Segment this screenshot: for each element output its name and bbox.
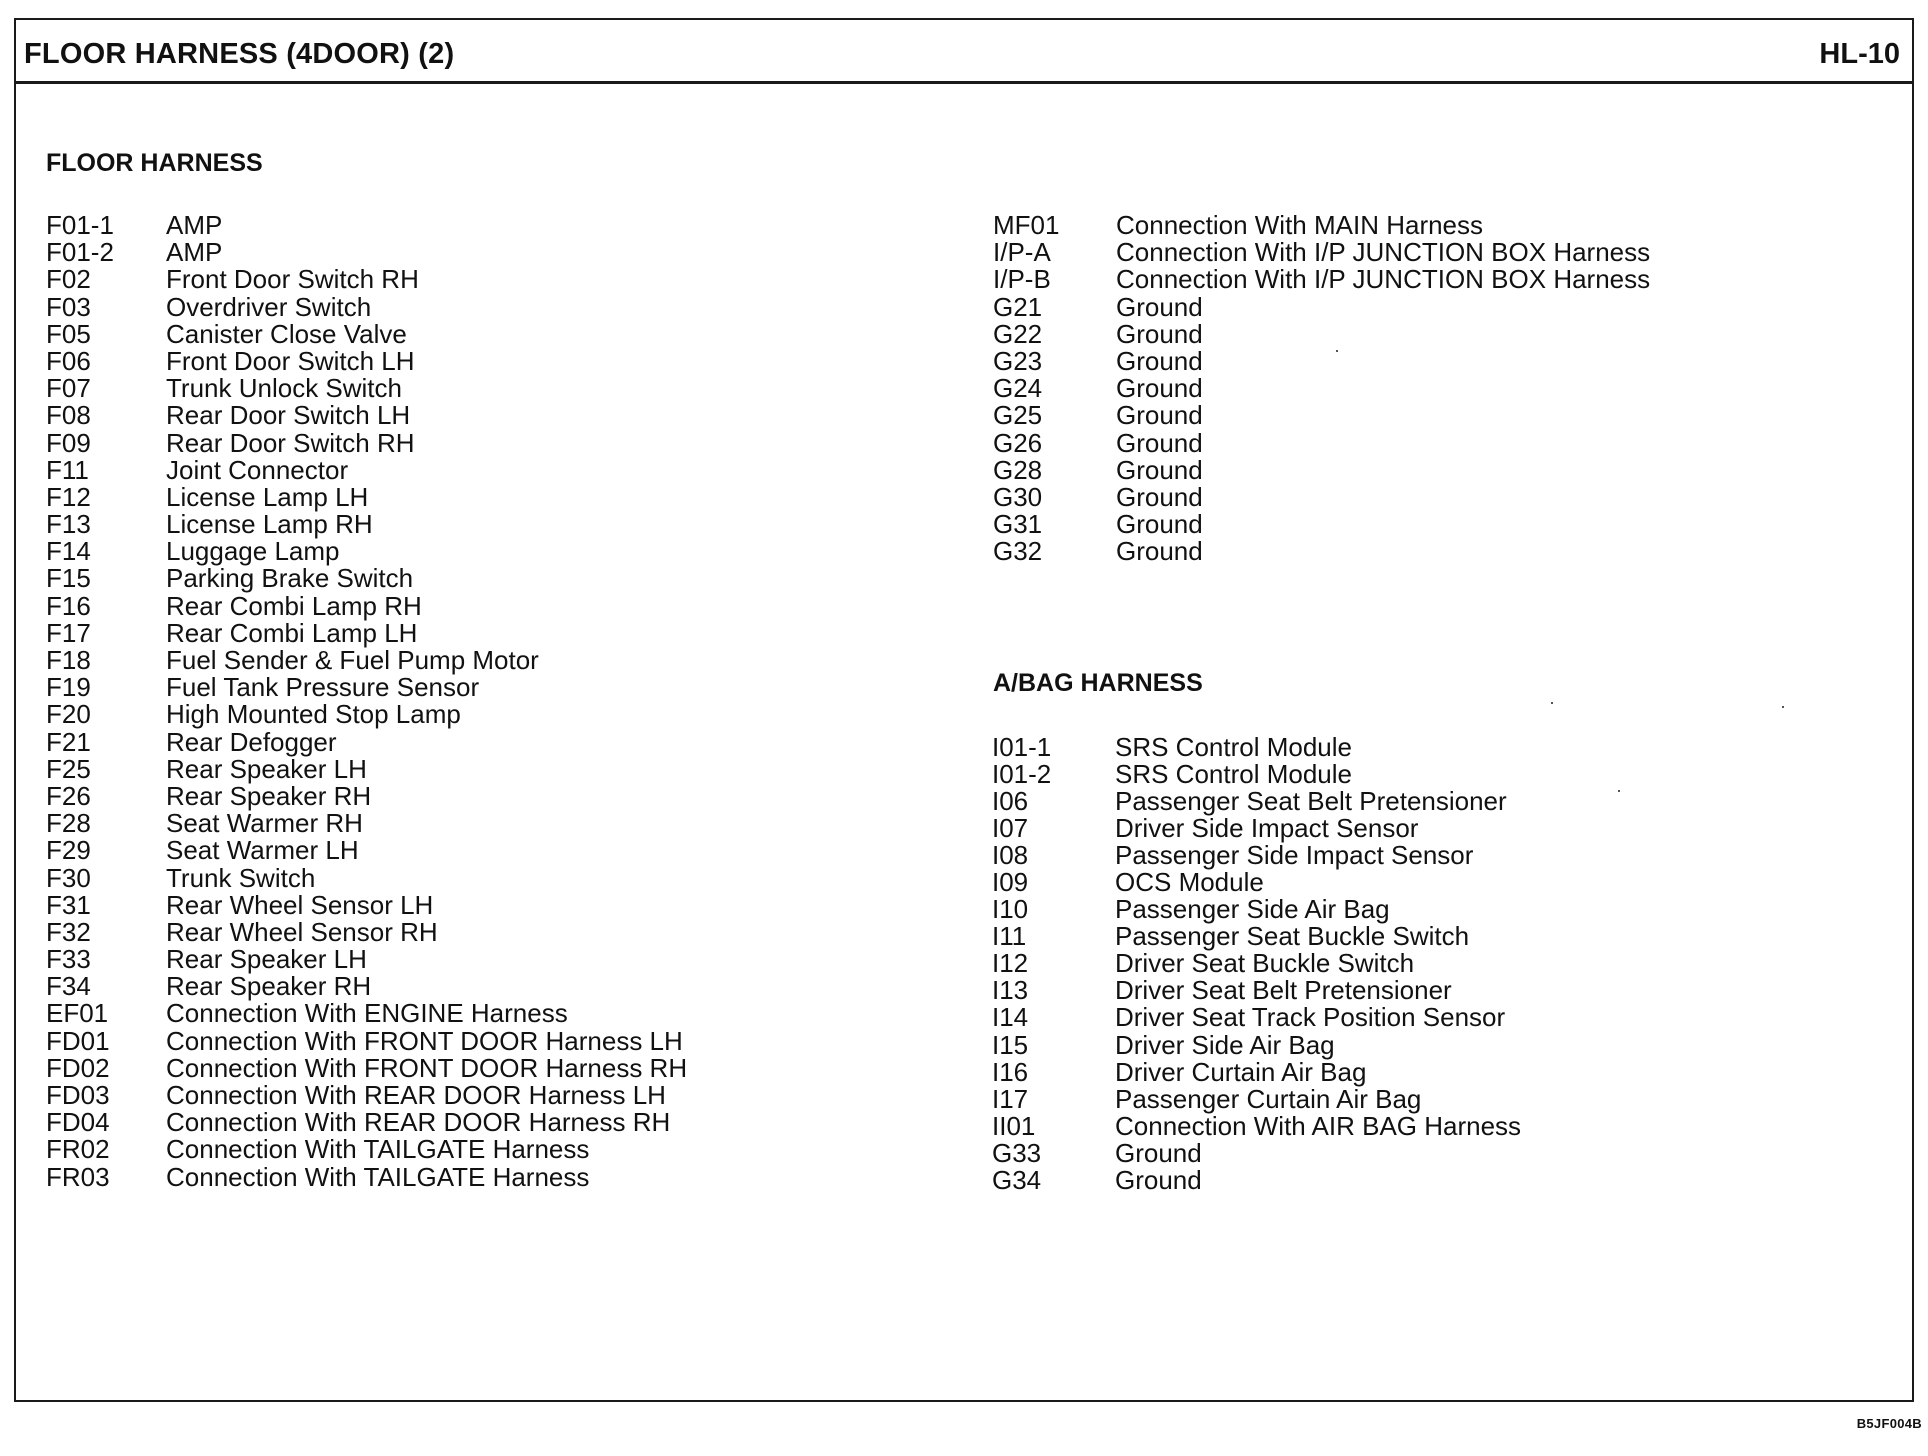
connector-code: F31: [46, 889, 91, 920]
connector-description: Fuel Tank Pressure Sensor: [166, 672, 480, 703]
connector-code: I16: [992, 1056, 1029, 1087]
connector-code: I17: [992, 1083, 1029, 1114]
connector-entry: [46, 291, 926, 322]
connector-entry: [46, 427, 926, 458]
connector-code: I15: [992, 1029, 1029, 1060]
connector-code: I13: [992, 975, 1029, 1006]
connector-code: F19: [46, 672, 91, 703]
connector-code: FD02: [46, 1052, 110, 1083]
connector-entry: [992, 896, 1752, 923]
connector-entry: [46, 946, 926, 973]
connector-description: Front Door Switch LH: [166, 345, 415, 376]
floor-harness-list: [46, 212, 926, 1191]
connector-code: F05: [46, 318, 91, 349]
connector-description: Ground: [1116, 427, 1203, 458]
connector-description: Ground: [1116, 481, 1203, 512]
connector-entry: [993, 318, 1753, 349]
connector-entry: [46, 617, 926, 648]
connector-code: G24: [993, 373, 1043, 404]
connector-description: Ground: [1116, 454, 1203, 485]
connector-code: F33: [46, 944, 91, 975]
connector-code: I14: [992, 1002, 1029, 1033]
connector-code: FD04: [46, 1107, 110, 1138]
connector-entry: [46, 973, 926, 1000]
connector-description: Driver Seat Buckle Switch: [1115, 948, 1415, 979]
connector-description: Connection With ENGINE Harness: [166, 998, 568, 1029]
connector-description: Luggage Lamp: [166, 536, 340, 567]
connector-code: I07: [992, 813, 1029, 844]
connector-description: SRS Control Module: [1115, 759, 1352, 790]
connector-description: Rear Speaker RH: [166, 780, 372, 811]
connector-entry: [46, 375, 926, 402]
scan-speck: [1618, 790, 1620, 792]
connector-code: I10: [992, 894, 1029, 925]
connector-code: F21: [46, 726, 91, 757]
connector-description: Ground: [1116, 318, 1203, 349]
connector-entry: [46, 1025, 926, 1056]
connector-code: F15: [46, 563, 91, 594]
connector-entry: [46, 837, 926, 864]
connector-entry: [46, 511, 926, 538]
connector-entry: [992, 923, 1752, 950]
connector-description: Joint Connector: [166, 454, 349, 485]
connector-description: Ground: [1116, 509, 1203, 540]
connector-description: Rear Speaker LH: [166, 944, 367, 975]
connector-code: G22: [993, 318, 1043, 349]
connector-code: F06: [46, 345, 91, 376]
connector-description: Rear Wheel Sensor RH: [166, 916, 438, 947]
connector-description: License Lamp LH: [166, 481, 369, 512]
connector-description: Connection With MAIN Harness: [1116, 210, 1484, 240]
connector-entry: [46, 1082, 926, 1109]
connector-description: Driver Curtain Air Bag: [1115, 1056, 1367, 1087]
connector-description: Rear Speaker RH: [166, 971, 372, 1002]
connector-description: Rear Combi Lamp LH: [166, 617, 418, 648]
connector-entry: [46, 590, 926, 621]
connector-description: Canister Close Valve: [166, 318, 407, 349]
connector-code: I01-2: [992, 759, 1052, 790]
connector-entry: [46, 345, 926, 376]
connector-entry: [992, 1110, 1752, 1141]
page-title: FLOOR HARNESS (4DOOR) (2): [24, 38, 455, 70]
connector-code: FD01: [46, 1025, 110, 1056]
connector-description: Rear Door Switch LH: [166, 400, 411, 431]
connector-code: G23: [993, 345, 1043, 376]
connector-description: Ground: [1116, 373, 1203, 404]
connector-code: F14: [46, 536, 91, 567]
connector-description: Driver Side Air Bag: [1115, 1029, 1335, 1060]
connector-entry: [992, 1083, 1752, 1114]
connector-code: F20: [46, 699, 91, 730]
connector-code: F29: [46, 835, 91, 866]
connector-code: F17: [46, 617, 91, 648]
connector-description: Connection With AIR BAG Harness: [1115, 1110, 1522, 1141]
scan-speck: [1551, 702, 1553, 704]
connector-entry: [992, 761, 1752, 788]
connector-description: Rear Wheel Sensor LH: [166, 889, 434, 920]
abag-harness-title: A/BAG HARNESS: [993, 669, 1203, 697]
connector-description: Connection With TAILGATE Harness: [166, 1134, 590, 1165]
connector-description: Ground: [1116, 291, 1203, 322]
connector-code: G26: [993, 427, 1043, 458]
connector-code: G31: [993, 509, 1043, 540]
connector-code: F32: [46, 916, 91, 947]
connector-description: Passenger Side Air Bag: [1115, 894, 1390, 925]
connector-code: F11: [46, 454, 89, 485]
connector-code: FR02: [46, 1134, 110, 1165]
connector-entry: [992, 842, 1752, 869]
connector-description: Overdriver Switch: [166, 291, 372, 322]
connector-description: Seat Warmer RH: [166, 808, 363, 839]
connector-description: Front Door Switch RH: [166, 264, 419, 295]
connector-entry: [46, 647, 926, 674]
connector-entry: [993, 511, 1753, 538]
connector-code: G25: [993, 400, 1043, 431]
connector-entry: [46, 862, 926, 893]
connector-entry: [993, 239, 1753, 266]
connector-code: I01-1: [992, 732, 1052, 762]
connector-code: F18: [46, 645, 91, 675]
connector-description: Connection With I/P JUNCTION BOX Harness: [1116, 237, 1651, 268]
connector-description: OCS Module: [1115, 867, 1264, 898]
connector-entry: [992, 1029, 1752, 1060]
connector-entry: [46, 674, 926, 701]
connector-description: Ground: [1116, 345, 1203, 376]
connector-entry: [992, 950, 1752, 977]
connector-description: Connection With FRONT DOOR Harness RH: [166, 1052, 688, 1083]
connector-description: Ground: [1115, 1137, 1202, 1168]
connector-entry: [992, 1164, 1752, 1195]
connector-code: FR03: [46, 1161, 110, 1192]
connector-description: Ground: [1116, 400, 1203, 431]
connector-code: G30: [993, 481, 1043, 512]
connector-code: G32: [993, 536, 1043, 567]
connector-entry: [46, 538, 926, 565]
connector-code: I08: [992, 840, 1029, 871]
connector-description: License Lamp RH: [166, 509, 373, 540]
floor-harness-title: FLOOR HARNESS: [46, 149, 263, 177]
connector-description: Fuel Sender & Fuel Pump Motor: [166, 645, 539, 675]
connector-code: F02: [46, 264, 91, 295]
connector-description: Driver Seat Belt Pretensioner: [1115, 975, 1452, 1006]
connector-code: F30: [46, 862, 91, 893]
abag-harness-list: [992, 734, 1752, 1194]
connector-description: Rear Combi Lamp RH: [166, 590, 422, 621]
connector-description: Passenger Side Impact Sensor: [1115, 840, 1474, 871]
connector-entry: [46, 726, 926, 757]
connector-code: I/P-A: [993, 237, 1051, 268]
scan-speck: [1336, 350, 1338, 352]
connector-code: F01-2: [46, 237, 114, 268]
connector-entry: [992, 1004, 1752, 1031]
connector-entry: [46, 1136, 926, 1163]
connector-description: Connection With I/P JUNCTION BOX Harness: [1116, 264, 1651, 295]
connector-description: Passenger Curtain Air Bag: [1115, 1083, 1422, 1114]
connector-code: II01: [992, 1110, 1036, 1141]
connector-entry: [993, 375, 1753, 402]
connector-entry: [992, 1137, 1752, 1168]
connector-code: F25: [46, 753, 91, 784]
connector-entry: [46, 481, 926, 512]
connector-description: Rear Speaker LH: [166, 753, 367, 784]
connector-entry: [46, 889, 926, 920]
connector-description: Driver Side Impact Sensor: [1115, 813, 1419, 844]
page-header: [16, 20, 1912, 84]
connector-code: F26: [46, 780, 91, 811]
connector-code: EF01: [46, 998, 109, 1029]
connector-entry: [46, 1161, 926, 1192]
connector-description: Trunk Switch: [166, 862, 316, 893]
connector-code: F07: [46, 373, 91, 404]
connector-entry: [46, 701, 926, 728]
connector-description: Connection With TAILGATE Harness: [166, 1161, 590, 1192]
connector-entry: [46, 916, 926, 947]
connector-code: F13: [46, 509, 91, 540]
document-code: B5JF004B: [1856, 1416, 1922, 1431]
connector-description: Connection With REAR DOOR Harness RH: [166, 1107, 671, 1138]
connector-entry: [992, 977, 1752, 1004]
connector-entry: [46, 266, 926, 293]
connector-entry: [993, 212, 1753, 239]
connector-entry: [993, 291, 1753, 322]
connector-code: MF01: [993, 210, 1060, 240]
connector-description: Ground: [1116, 536, 1203, 567]
connector-entry: [993, 538, 1753, 565]
connector-description: Passenger Seat Buckle Switch: [1115, 921, 1470, 952]
page-number: HL-10: [1819, 38, 1900, 70]
connector-code: I11: [992, 921, 1027, 952]
connector-description: Passenger Seat Belt Pretensioner: [1115, 786, 1507, 817]
connector-entry: [46, 810, 926, 837]
connector-entry: [46, 565, 926, 592]
connector-description: Ground: [1115, 1164, 1202, 1195]
connector-description: AMP: [166, 210, 223, 240]
connector-entry: [993, 345, 1753, 376]
connector-entry: [992, 734, 1752, 761]
connector-entry: [993, 454, 1753, 485]
connector-entry: [993, 402, 1753, 429]
connector-code: FD03: [46, 1080, 110, 1110]
connector-code: G21: [993, 291, 1043, 322]
connector-entry: [993, 266, 1753, 293]
connector-description: High Mounted Stop Lamp: [166, 699, 461, 730]
connector-description: Parking Brake Switch: [166, 563, 414, 594]
connector-description: Trunk Unlock Switch: [166, 373, 402, 404]
connector-description: Driver Seat Track Position Sensor: [1115, 1002, 1506, 1033]
connector-entry: [46, 402, 926, 429]
connector-entry: [992, 815, 1752, 842]
connector-entry: [992, 788, 1752, 815]
connector-code: I06: [992, 786, 1029, 817]
connector-entry: [993, 481, 1753, 512]
connector-description: Connection With FRONT DOOR Harness LH: [166, 1025, 683, 1056]
connector-entry: [992, 1056, 1752, 1087]
connector-code: G28: [993, 454, 1043, 485]
connector-code: I09: [992, 867, 1029, 898]
connector-code: I12: [992, 948, 1029, 979]
connector-entry: [46, 1109, 926, 1136]
connector-entry: [46, 753, 926, 784]
floor-harness-right-list: [993, 212, 1753, 565]
connector-description: Rear Defogger: [166, 726, 337, 757]
connector-code: F34: [46, 971, 91, 1002]
connector-code: G34: [992, 1164, 1042, 1195]
connector-entry: [993, 427, 1753, 458]
scan-speck: [1782, 706, 1784, 708]
connector-entry: [992, 869, 1752, 896]
connector-description: AMP: [166, 237, 223, 268]
connector-code: F12: [46, 481, 91, 512]
connector-code: F09: [46, 427, 91, 458]
connector-entry: [46, 1052, 926, 1083]
connector-description: Rear Door Switch RH: [166, 427, 415, 458]
connector-entry: [46, 454, 926, 485]
connector-entry: [46, 212, 926, 239]
connector-code: F08: [46, 400, 91, 431]
connector-entry: [46, 1000, 926, 1027]
connector-entry: [46, 239, 926, 266]
connector-code: F01-1: [46, 210, 114, 240]
connector-entry: [46, 318, 926, 349]
connector-description: SRS Control Module: [1115, 732, 1352, 762]
connector-code: F03: [46, 291, 91, 322]
connector-code: I/P-B: [993, 264, 1051, 295]
connector-code: G33: [992, 1137, 1042, 1168]
connector-code: F16: [46, 590, 91, 621]
connector-description: Connection With REAR DOOR Harness LH: [166, 1080, 666, 1110]
connector-code: F28: [46, 808, 91, 839]
connector-description: Seat Warmer LH: [166, 835, 359, 866]
connector-entry: [46, 780, 926, 811]
